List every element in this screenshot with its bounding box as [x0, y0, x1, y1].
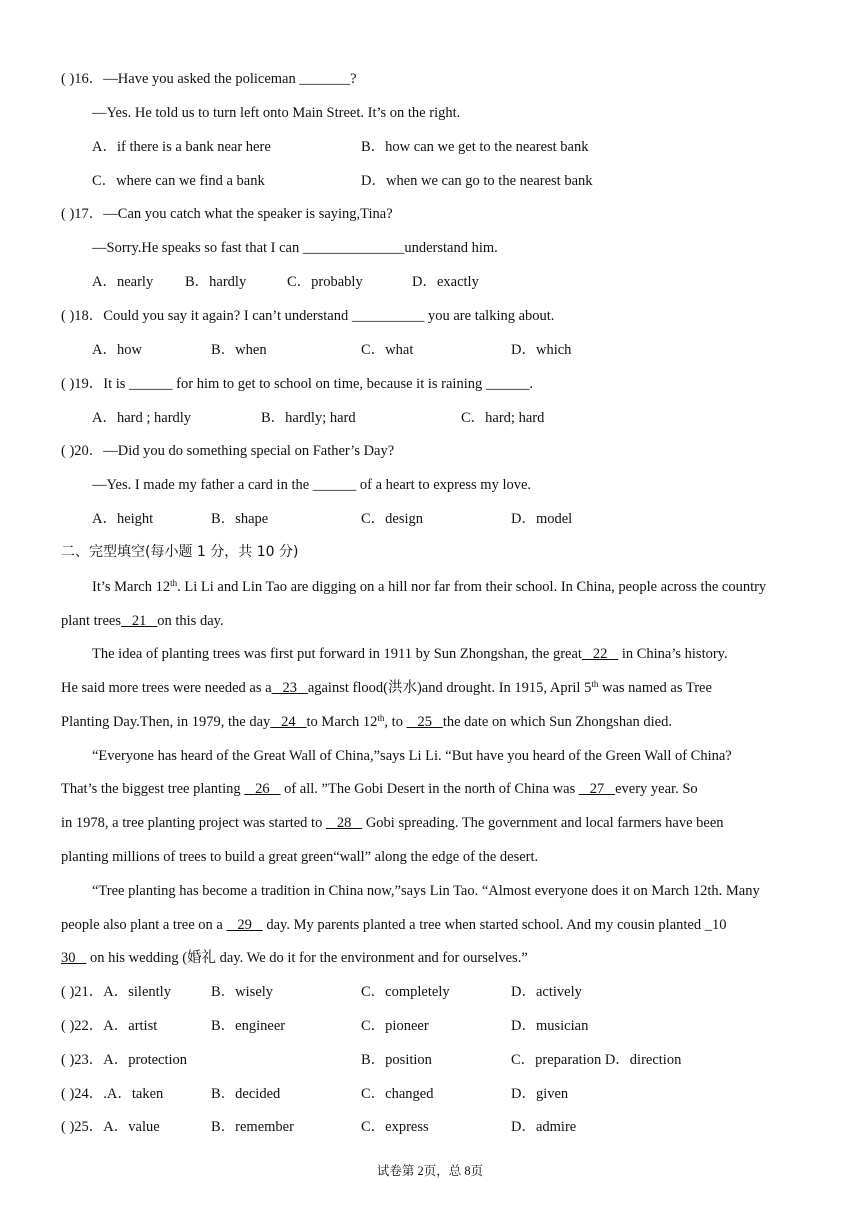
- blank-25: 25: [406, 714, 443, 730]
- blank-29: 29: [226, 917, 263, 933]
- cloze-24-d: D．given: [511, 1086, 569, 1102]
- question-18: ( )18．Could you say it again? I can’t understand __________ you are talking about.: [61, 308, 555, 324]
- page-footer: 试卷第 2页，总 8页: [376, 1164, 484, 1178]
- cloze-23-b: B．position: [361, 1052, 432, 1068]
- cloze-25-b: B．remember: [211, 1119, 294, 1135]
- cloze-25: ( )25．A．value: [61, 1119, 160, 1135]
- question-19: ( )19．It is ______ for him to get to school on time, because it is raining ______.: [61, 376, 533, 392]
- q20-option-b: B．shape: [211, 511, 269, 527]
- passage-line: He said more trees were needed as a 23 against flood(洪水)and drought. In 1915, April 5th was named as Tree: [61, 679, 712, 696]
- passage-line: It’s March 12th. Li Li and Lin Tao are digging on a hill nor far from their school. In China, people across the country: [92, 578, 767, 595]
- section-heading: 二、完型填空(每小题 1 分，共 10 分): [61, 544, 299, 560]
- cloze-21-d: D．actively: [511, 984, 582, 1000]
- passage-line: in 1978, a tree planting project was started to 28 Gobi spreading. The government and local farmers have been: [61, 815, 724, 831]
- passage-line: The idea of planting trees was first put forward in 1911 by Sun Zhongshan, the great 22 in China’s history.: [92, 646, 728, 662]
- q18-option-d: D．which: [511, 342, 572, 358]
- passage-line: people also plant a tree on a 29 day. My parents planted a tree when started school. And my cousin planted _10: [61, 917, 727, 933]
- q17-option-b: B．hardly: [185, 274, 247, 290]
- q18-option-a: A．how: [92, 342, 142, 358]
- q19-option-a: A．hard ; hardly: [92, 410, 192, 426]
- blank-24: 24: [270, 714, 307, 730]
- blank-30: 30: [61, 950, 87, 966]
- question-17-reply: —Sorry.He speaks so fast that I can ______________understand him.: [92, 240, 498, 256]
- cloze-21: ( )21．A．silently: [61, 984, 171, 1000]
- blank-21: 21: [121, 613, 158, 629]
- cloze-25-d: D．admire: [511, 1119, 577, 1135]
- q20-option-d: D．model: [511, 511, 573, 527]
- q16-option-b: B．how can we get to the nearest bank: [361, 139, 589, 155]
- passage-line: Planting Day.Then, in 1979, the day 24 to March 12th, to 25 the date on which Sun Zhongshan died.: [61, 713, 672, 730]
- cloze-22: ( )22．A．artist: [61, 1018, 158, 1034]
- blank-23: 23: [271, 680, 308, 696]
- cloze-24-c: C．changed: [361, 1086, 434, 1102]
- q19-option-b: B．hardly; hard: [261, 410, 356, 426]
- q16-option-c: C．where can we find a bank: [92, 173, 265, 189]
- cloze-21-c: C．completely: [361, 984, 450, 1000]
- q17-option-c: C．probably: [287, 274, 363, 290]
- q16-option-d: D．when we can go to the nearest bank: [361, 173, 593, 189]
- q20-option-a: A．height: [92, 511, 154, 527]
- question-17: ( )17．—Can you catch what the speaker is saying,Tina?: [61, 206, 393, 222]
- question-20-reply: —Yes. I made my father a card in the ______ of a heart to express my love.: [92, 477, 532, 493]
- q16-option-a: A．if there is a bank near here: [92, 139, 271, 155]
- cloze-21-b: B．wisely: [211, 984, 274, 1000]
- cloze-22-d: D．musician: [511, 1018, 589, 1034]
- q18-option-b: B．when: [211, 342, 267, 358]
- cloze-22-b: B．engineer: [211, 1018, 286, 1034]
- passage-line: planting millions of trees to build a great green“wall” along the edge of the desert.: [61, 849, 539, 865]
- q20-option-c: C．design: [361, 511, 424, 527]
- cloze-25-c: C．express: [361, 1119, 429, 1135]
- question-16: ( )16．—Have you asked the policeman _______?: [61, 71, 357, 87]
- cloze-22-c: C．pioneer: [361, 1018, 429, 1034]
- blank-26: 26: [244, 781, 281, 797]
- passage-line: “Tree planting has become a tradition in China now,”says Lin Tao. “Almost everyone does it on March 12th. Many: [92, 883, 760, 899]
- blank-28: 28: [325, 815, 363, 831]
- q17-option-a: A．nearly: [92, 274, 154, 290]
- q18-option-c: C．what: [361, 342, 414, 358]
- cloze-24-b: B．decided: [211, 1086, 281, 1102]
- cloze-24: ( )24．.A．taken: [61, 1086, 164, 1102]
- passage-line: plant trees 21 on this day.: [61, 613, 224, 629]
- passage-line: “Everyone has heard of the Great Wall of China,”says Li Li. “But have you heard of the Green Wall of China?: [92, 748, 732, 764]
- q17-option-d: D．exactly: [412, 274, 479, 290]
- blank-27: 27: [578, 781, 616, 797]
- cloze-23-cd: C．preparation D．direction: [511, 1052, 682, 1068]
- q19-option-c: C．hard; hard: [461, 410, 545, 426]
- passage-line: 30 on his wedding (婚礼 day. We do it for the environment and for ourselves.”: [61, 950, 528, 966]
- question-20: ( )20．—Did you do something special on Father’s Day?: [61, 443, 395, 459]
- cloze-23: ( )23．A．protection: [61, 1052, 188, 1068]
- blank-22: 22: [581, 646, 619, 662]
- question-16-reply: —Yes. He told us to turn left onto Main Street. It’s on the right.: [92, 105, 461, 121]
- passage-line: That’s the biggest tree planting 26 of all. ”The Gobi Desert in the north of China was 27 every year. So: [61, 781, 698, 797]
